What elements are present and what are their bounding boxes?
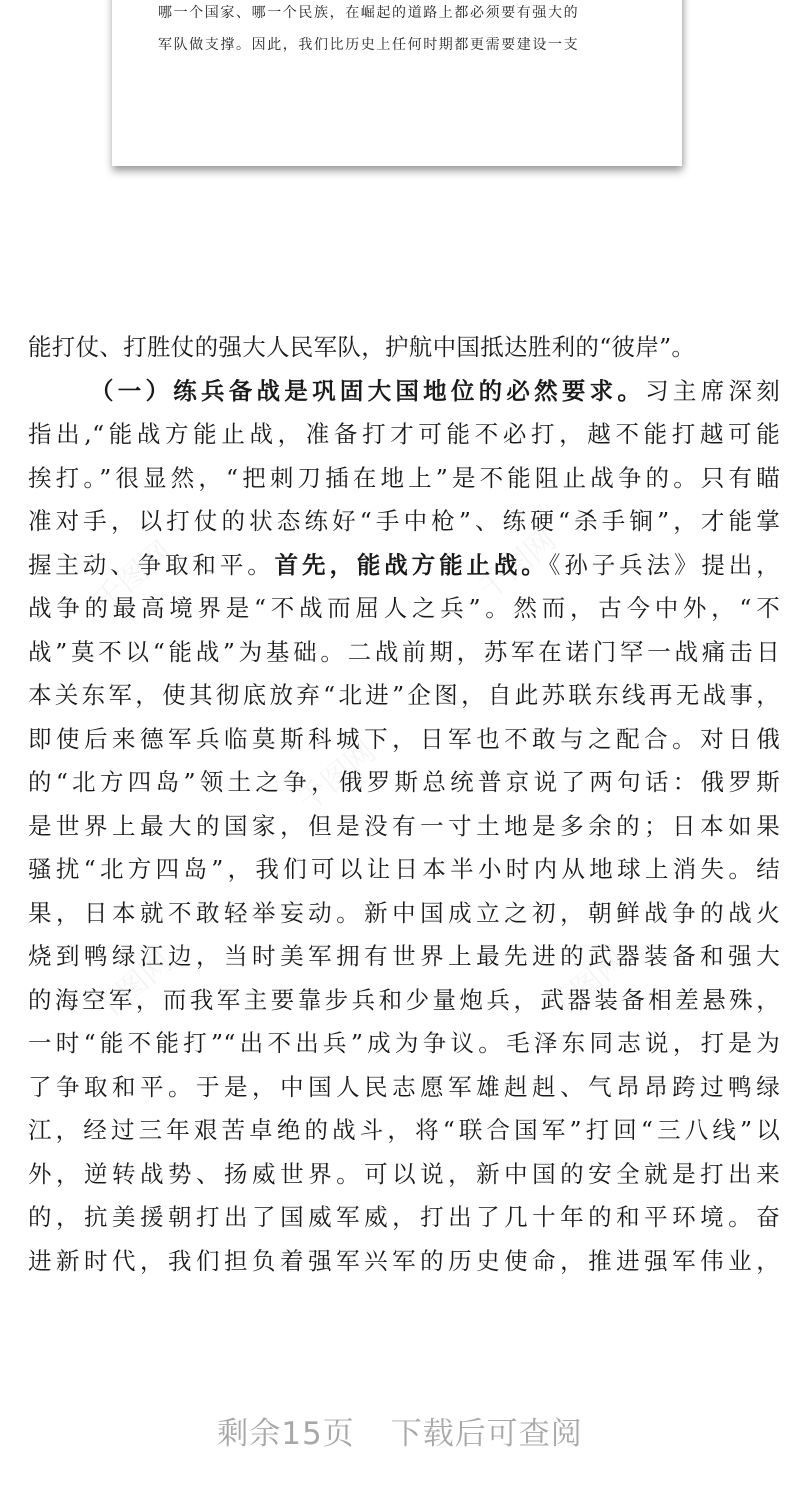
doc-line: 战”莫不以“能战”为基础。二战前期，苏军在诺门罕一战痛击日 — [28, 637, 780, 666]
doc-line: 能打仗、打胜仗的强大人民军队，护航中国抵达胜利的“彼岸”。 — [28, 333, 696, 361]
doc-line: 的，抗美援朝打出了国威军威，打出了几十年的和平环境。奋 — [28, 1203, 780, 1231]
document-body — [28, 326, 780, 1283]
doc-line: 准对手，以打仗的状态练好“手中枪”、练硬“杀手锏”，才能掌 — [28, 507, 780, 535]
doc-text: 握主动、争取和平。 — [28, 550, 275, 579]
doc-line — [28, 544, 780, 588]
doc-line: 进新时代，我们担负着强军兴军的历史使命，推进强军伟业， — [28, 1246, 780, 1275]
doc-text: 《孙子兵法》提出， — [548, 550, 781, 579]
bold-phrase: 首先，能战方能止战。 — [274, 550, 549, 579]
doc-line: 即使后来德军兵临莫斯科城下，日军也不敢与之配合。对日俄 — [28, 724, 780, 753]
doc-line: 是世界上最大的国家，但是没有一寸土地是多余的；日本如果 — [28, 811, 780, 840]
preview-line-2: 军队做支撑。因此，我们比历史上任何时期都更需要建设一支 — [158, 37, 580, 53]
doc-line: 果，日本就不敢轻举妄动。新中国成立之初，朝鲜战争的战火 — [28, 898, 780, 927]
preview-card — [112, 0, 682, 166]
doc-line — [28, 370, 780, 414]
doc-text: 习主席深刻 — [645, 376, 781, 405]
section-heading: （一）练兵备战是巩固大国地位的必然要求。 — [90, 376, 646, 405]
preview-line-1: 哪一个国家、哪一个民族，在崛起的道路上都必须要有强大的 — [158, 5, 580, 21]
doc-line: 一时“能不能打”“出不出兵”成为争议。毛泽东同志说，打是为 — [28, 1029, 780, 1057]
download-prompt[interactable] — [0, 1408, 800, 1453]
doc-line: 战争的最高境界是“不战而屈人之兵”。然而，古今中外，“不 — [28, 594, 780, 622]
doc-line: 的“北方四岛”领土之争，俄罗斯总统普京说了两句话：俄罗斯 — [28, 768, 780, 796]
doc-line: 挨打。”很显然，“把刺刀插在地上”是不能阻止战争的。只有瞄 — [28, 463, 780, 492]
doc-line: 本关东军，使其彻底放弃“北进”企图，自此苏联东线再无战事， — [28, 681, 780, 709]
doc-line: 的海空军，而我军主要靠步兵和少量炮兵，武器装备相差悬殊， — [28, 985, 780, 1014]
doc-line: 骚扰“北方四岛”，我们可以让日本半小时内从地球上消失。结 — [28, 855, 780, 883]
download-to-view-label[interactable]: 下载后可查阅 — [390, 1416, 583, 1452]
doc-line: 江，经过三年艰苦卓绝的战斗，将“联合国军”打回“三八线”以 — [28, 1116, 780, 1144]
doc-line: 烧到鸭绿江边，当时美军拥有世界上最先进的武器装备和强大 — [28, 942, 780, 970]
doc-line: 了争取和平。于是，中国人民志愿军雄赳赳、气昂昂跨过鸭绿 — [28, 1072, 780, 1101]
doc-line: 指出,“能战方能止战，准备打才可能不必打，越不能打越可能 — [28, 420, 780, 448]
doc-line: 外，逆转战势、扬威世界。可以说，新中国的安全就是打出来 — [28, 1159, 780, 1188]
remaining-pages-label: 剩余15页 — [217, 1416, 355, 1452]
